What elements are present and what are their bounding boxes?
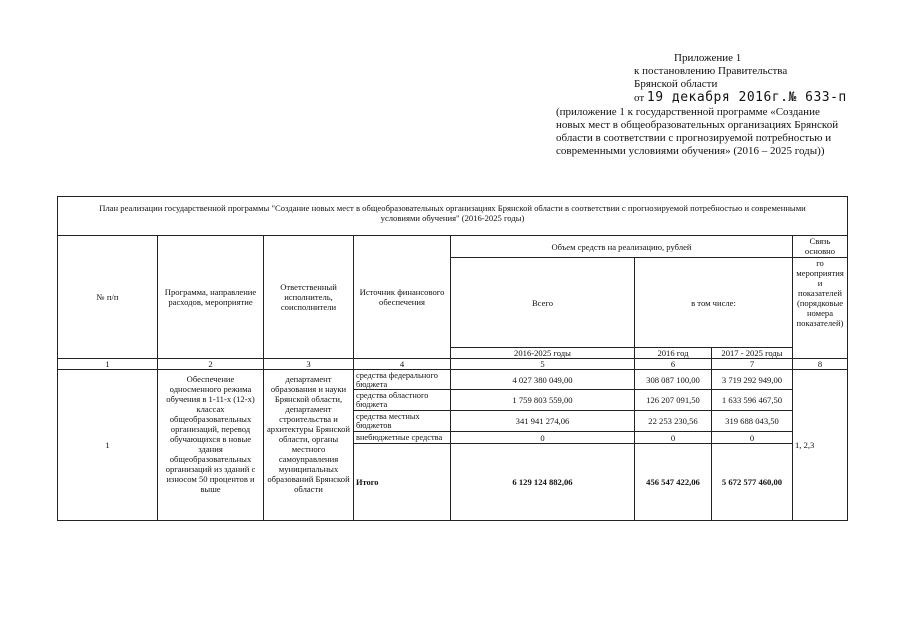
decree-date: 19 декабря 2016г.№ 633-п	[646, 90, 847, 105]
program-ref-3: области в соответствии с прогнозируемой потребностью и	[556, 132, 832, 144]
header-period-2016: 2016 год	[635, 348, 712, 359]
local-2017-2025: 319 688 043,50	[712, 411, 793, 432]
column-number: 2	[158, 359, 264, 370]
federal-2017-2025: 3 719 292 949,00	[712, 370, 793, 390]
header-no: № п/п	[58, 236, 158, 359]
program-activity: Обеспечение односменного режима обучения в 1-11-х (12-х) классах общеобразовательных организаций, перевод обучающихся в новые здания общеобразовательных организаций из зданий с износом 50 процентов и выше	[158, 370, 264, 521]
header-link-top: Связь основно	[793, 236, 848, 258]
column-number: 6	[635, 359, 712, 370]
row-number: 1	[58, 370, 158, 521]
header-total: Всего	[451, 258, 635, 348]
total-2016: 456 547 422,06	[635, 444, 712, 521]
extrabudgetary-total: 0	[451, 432, 635, 444]
source-local: средства местных бюджетов	[354, 411, 451, 432]
region-line: Брянской области	[634, 78, 718, 90]
header-period-total: 2016-2025 годы	[451, 348, 635, 359]
column-number: 7	[712, 359, 793, 370]
header-period-rest: 2017 - 2025 годы	[712, 348, 793, 359]
responsible-executors: департамент образования и науки Брянской области, департамент строительства и архитектуры Брянской области, органы местного самоуправления муниципальных образований Брянской области	[264, 370, 354, 521]
date-prefix: от	[634, 92, 645, 104]
column-numbers-row	[58, 359, 848, 370]
header-link-rest: го мероприятия и показателей (порядковые номера показателей)	[793, 258, 848, 359]
program-ref-4: современными условиями обучения» (2016 – 2025 годы))	[556, 145, 825, 157]
source-federal: средства федерального бюджета	[354, 370, 451, 390]
indicator-link: 1, 2,3	[793, 370, 848, 521]
federal-2016: 308 087 100,00	[635, 370, 712, 390]
appendix-header	[556, 52, 876, 158]
header-source: Источник финансового обеспечения	[354, 236, 451, 359]
regional-2017-2025: 1 633 596 467,50	[712, 390, 793, 411]
regional-total: 1 759 803 559,00	[451, 390, 635, 411]
regional-2016: 126 207 091,50	[635, 390, 712, 411]
program-ref-2: новых мест в общеобразовательных организациях Брянской	[556, 119, 839, 131]
column-number: 5	[451, 359, 635, 370]
extrabudgetary-2017-2025: 0	[712, 432, 793, 444]
program-ref-1: (приложение 1 к государственной программе «Создание	[556, 106, 820, 118]
source-regional: средства областного бюджета	[354, 390, 451, 411]
source-extrabudgetary: внебюджетные средства	[354, 432, 451, 444]
header-program: Программа, направление расходов, мероприятие	[158, 236, 264, 359]
column-number: 3	[264, 359, 354, 370]
federal-total: 4 027 380 049,00	[451, 370, 635, 390]
decree-line: к постановлению Правительства	[634, 65, 788, 77]
header-responsible: Ответственный исполнитель, соисполнители	[264, 236, 354, 359]
header-volume: Объем средств на реализацию, рублей	[451, 236, 793, 258]
grand-total: 6 129 124 882,06	[451, 444, 635, 521]
column-number: 8	[793, 359, 848, 370]
table-title: План реализации государственной программы "Создание новых мест в общеобразовательных организациях Брянской области в соответствии с прогнозируемой потребностью и современными условиями обучения" (2016-2025 годы)	[58, 197, 848, 236]
local-2016: 22 253 230,56	[635, 411, 712, 432]
decree-date-line	[556, 91, 876, 105]
plan-table	[57, 196, 848, 521]
column-number: 1	[58, 359, 158, 370]
header-including: в том числе:	[635, 258, 793, 348]
local-total: 341 941 274,06	[451, 411, 635, 432]
source-total: Итого	[354, 444, 451, 521]
appendix-title: Приложение 1	[674, 52, 742, 64]
extrabudgetary-2016: 0	[635, 432, 712, 444]
total-2017-2025: 5 672 577 460,00	[712, 444, 793, 521]
column-number: 4	[354, 359, 451, 370]
